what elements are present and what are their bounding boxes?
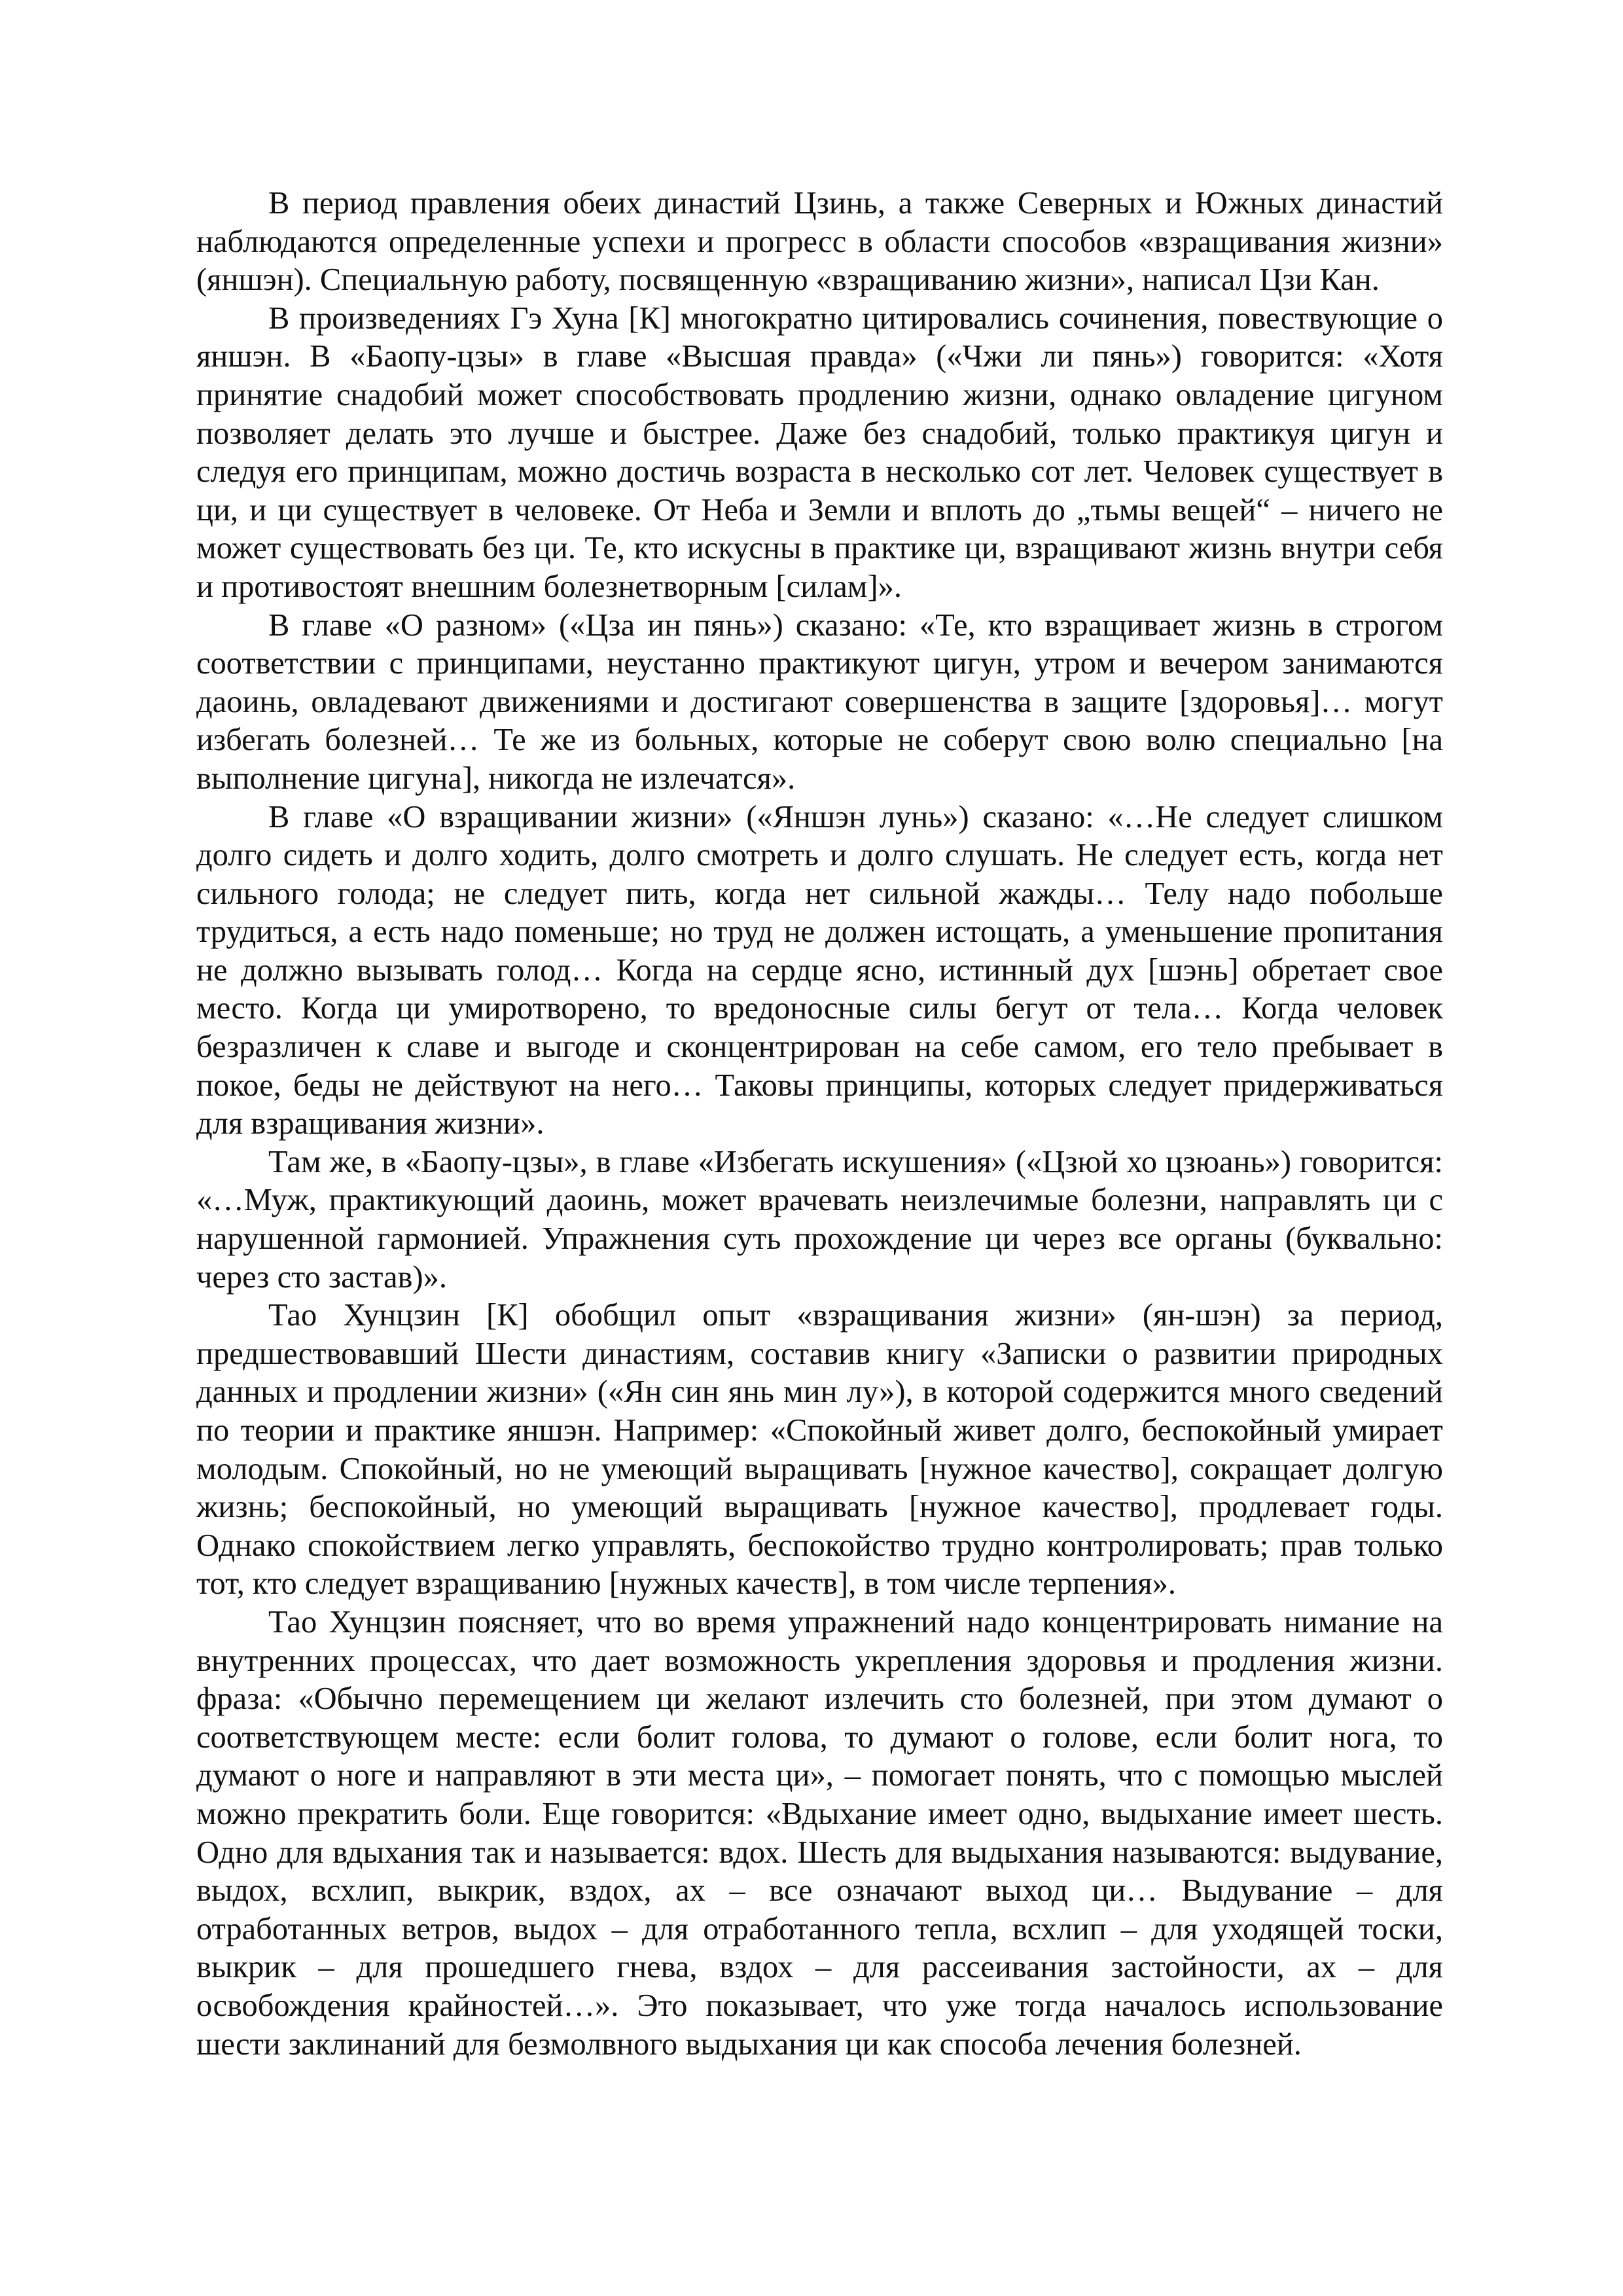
- paragraph-ge-hong-baopuzi: В произведениях Гэ Хуна [К] многократно цитировались сочинения, повествующие о яншэн. В «Баопу-цзы» в главе «Высшая правда» («Чжи ли пянь») говорится: «Хотя принятие снадобий может способствовать продлению жизни, однако овладение цигуном позволяет делать это лучше и быстрее. Даже без снадобий, только практикуя цигун и следуя его принципам, можно достичь возраста в несколько сот лет. Человек существует в ци, и ци существует в человеке. От Неба и Земли и вплоть до „тьмы вещей“ – ничего не может существовать без ци. Те, кто искусны в практике ци, взращивают жизнь внутри себя и противостоят внешним болезнетворным [силам]».: [196, 300, 1443, 604]
- paragraph-chapter-avoid-temptation: Там же, в «Баопу-цзы», в главе «Избегать искушения» («Цзюй хо цзюань») говорится: «…Муж, практикующий даоинь, может врачевать неизлечимые болезни, направлять ци с нарушенной гармонией. Упражнения суть прохождение ци через все органы (буквально: через сто застав)».: [196, 1144, 1443, 1295]
- paragraph-tao-hongjing-breathing: Тао Хунцзин поясняет, что во время упражнений надо концентрировать нимание на внутренних процессах, что дает возможность укрепления здоровья и продления жизни. фраза: «Обычно перемещением ци желают излечить сто болезней, при этом думают о соответствующем месте: если болит голова, то думают о голове, если болит нога, то думают о ноге и направляют в эти места ци», – помогает понять, что с помощью мыслей можно прекратить боли. Еще говорится: «Вдыхание имеет одно, выдыхание имеет шесть. Одно для вдыхания так и называется: вдох. Шесть для выдыхания называются: выдувание, выдох, всхлип, выкрик, вздох, ах – все означают выход ци… Выдувание – для отработанных ветров, выдох – для отработанного тепла, всхлип – для уходящей тоски, выкрик – для прошедшего гнева, вздох – для рассеивания застойности, ах – для освобождения крайностей…». Это показывает, что уже тогда началось использование шести заклинаний для безмолвного выдыхания ци как способа лечения болезней.: [196, 1604, 1443, 2062]
- document-page: [196, 185, 1443, 2064]
- paragraph-chapter-yangsheng-lun: В главе «О взращивании жизни» («Яншэн лунь») сказано: «…Не следует слишком долго сидеть и долго ходить, долго смотреть и долго слушать. Не следует есть, когда нет сильного голода; не следует пить, когда нет сильной жажды… Телу надо побольше трудиться, а есть надо поменьше; но труд не должен истощать, а уменьшение пропитания не должно вызывать голод… Когда на сердце ясно, истинный дух [шэнь] обретает свое место. Когда ци умиротворено, то вредоносные силы бегут от тела… Когда человек безразличен к славе и выгоде и сконцентрирован на себе самом, его тело пребывает в покое, беды не действуют на него… Таковы принципы, которых следует придерживаться для взращивания жизни».: [196, 799, 1443, 1141]
- paragraph-chapter-miscellaneous: В главе «О разном» («Цза ин пянь») сказано: «Те, кто взращивает жизнь в строгом соответствии с принципами, неустанно практикуют цигун, утром и вечером занимаются даоинь, овладевают движениями и достигают совершенства в защите [здоровья]… могут избегать болезней… Те же из больных, которые не соберут свою волю специально [на выполнение цигуна], никогда не излечатся».: [196, 607, 1443, 796]
- paragraph-tao-hongjing-book: Тао Хунцзин [К] обобщил опыт «взращивания жизни» (ян-шэн) за период, предшествовавший Шести династиям, составив книгу «Записки о развитии природных данных и продлении жизни» («Ян син янь мин лу»), в которой содержится много сведений по теории и практике яншэн. Например: «Спокойный живет долго, беспокойный умирает молодым. Спокойный, но не умеющий выращивать [нужное качество], сокращает долгую жизнь; беспокойный, но умеющий выращивать [нужное качество], продлевает годы. Однако спокойствием легко управлять, беспокойство трудно контролировать; прав только тот, кто следует взращиванию [нужных качеств], в том числе терпения».: [196, 1298, 1443, 1602]
- paragraph-jin-dynasties: В период правления обеих династий Цзинь, а также Северных и Южных династий наблюдаются определенные успехи и прогресс в области способов «взращивания жизни» (яншэн). Специальную работу, посвященную «взращиванию жизни», написал Цзи Кан.: [196, 186, 1443, 298]
